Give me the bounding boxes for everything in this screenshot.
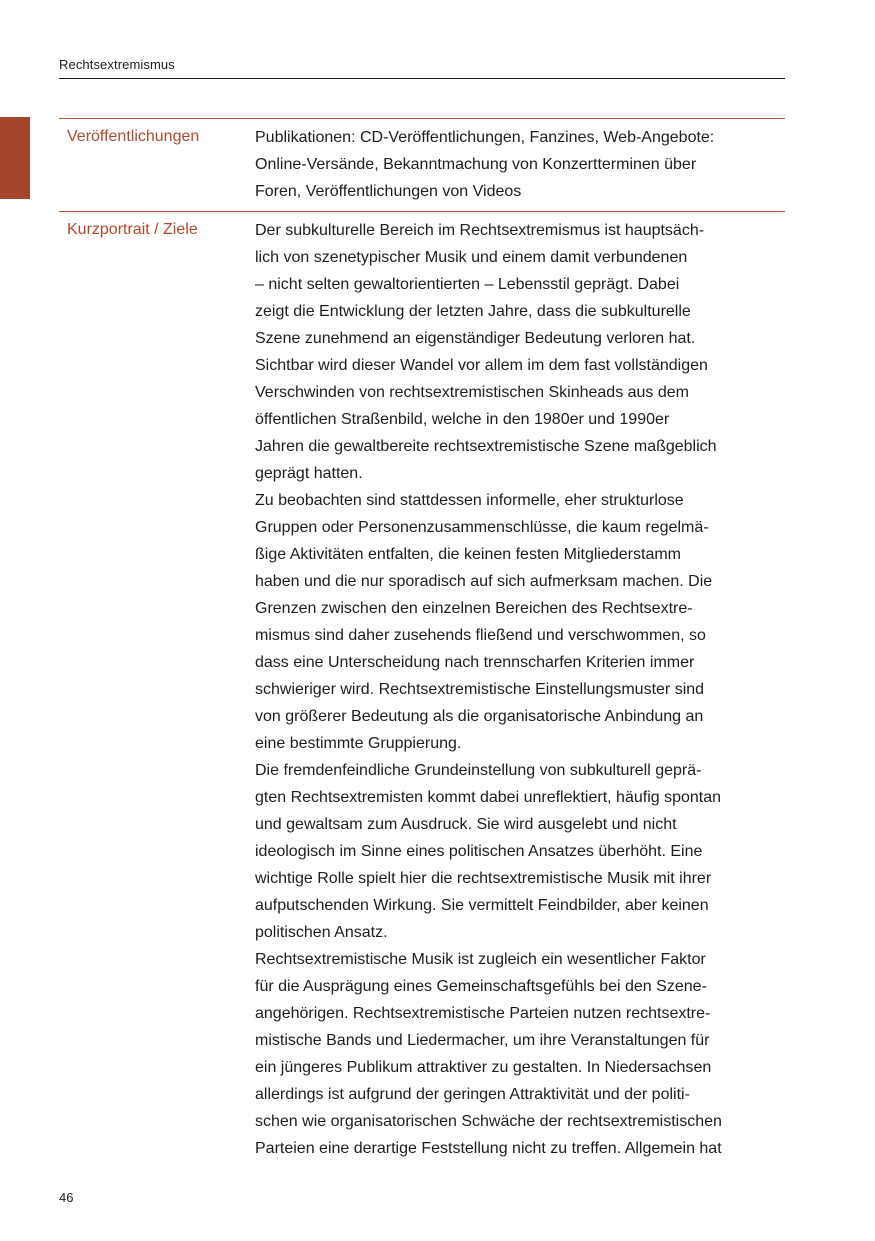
text-line: und gewaltsam zum Ausdruck. Sie wird ausgelebt und nicht [255, 816, 677, 833]
row-label-kurzportrait-ziele: Kurzportrait / Ziele [67, 221, 198, 238]
text-line: zeigt die Entwicklung der letzten Jahre, dass die subkulturelle [255, 303, 691, 320]
text-line: Szene zunehmend an eigenständiger Bedeutung verloren hat. [255, 330, 696, 347]
text-line: aufputschenden Wirkung. Sie vermittelt Feindbilder, aber keinen [255, 897, 709, 914]
text-line: Verschwinden von rechtsextremistischen Skinheads aus dem [255, 384, 689, 401]
row-label-veroeffentlichungen: Veröffentlichungen [67, 128, 200, 145]
row-body-kurzportrait-ziele [255, 217, 785, 1162]
text-line: wichtige Rolle spielt hier die rechtsextremistische Musik mit ihrer [255, 870, 712, 887]
chapter-side-tab [0, 117, 30, 199]
header-rule [59, 78, 785, 79]
text-line: dass eine Unterscheidung nach trennscharfen Kriterien immer [255, 654, 695, 671]
text-line: politischen Ansatz. [255, 924, 388, 941]
text-line: angehörigen. Rechtsextremistische Parteien nutzen rechtsextre- [255, 1005, 711, 1022]
text-line: – nicht selten gewaltorientierten – Lebensstil geprägt. Dabei [255, 276, 680, 293]
table-row-divider [59, 211, 785, 212]
text-line: eine bestimmte Gruppierung. [255, 735, 462, 752]
text-line: ideologisch im Sinne eines politischen Ansatzes überhöht. Eine [255, 843, 703, 860]
text-line: gten Rechtsextremisten kommt dabei unreflektiert, häufig spontan [255, 789, 722, 806]
text-line: Rechtsextremistische Musik ist zugleich ein wesentlicher Faktor [255, 951, 706, 968]
text-line: Foren, Veröffentlichungen von Videos [255, 183, 522, 200]
text-line: ßige Aktivitäten entfalten, die keinen festen Mitgliederstamm [255, 546, 681, 563]
page-number: 46 [59, 1190, 74, 1205]
text-line: Parteien eine derartige Feststellung nicht zu treffen. Allgemein hat [255, 1140, 722, 1157]
text-line: Publikationen: CD-Veröffentlichungen, Fanzines, Web-Angebote: [255, 129, 715, 146]
text-line: haben und die nur sporadisch auf sich aufmerksam machen. Die [255, 573, 713, 590]
text-line: schen wie organisatorischen Schwäche der rechtsextremistischen [255, 1113, 722, 1130]
running-header-title: Rechtsextremismus [59, 57, 175, 72]
text-line: ein jüngeres Publikum attraktiver zu gestalten. In Niedersachsen [255, 1059, 712, 1076]
row-body-veroeffentlichungen [255, 124, 785, 205]
text-line: für die Ausprägung eines Gemeinschaftsgefühls bei den Szene- [255, 978, 707, 995]
text-line: von größerer Bedeutung als die organisatorische Anbindung an [255, 708, 704, 725]
text-line: mismus sind daher zusehends fließend und verschwommen, so [255, 627, 706, 644]
text-line: Sichtbar wird dieser Wandel vor allem im dem fast vollständigen [255, 357, 708, 374]
text-line: Gruppen oder Personenzusammenschlüsse, die kaum regelmä- [255, 519, 709, 536]
text-line: mistische Bands und Liedermacher, um ihre Veranstaltungen für [255, 1032, 710, 1049]
text-line: Der subkulturelle Bereich im Rechtsextremismus ist hauptsäch- [255, 222, 705, 239]
text-line: Zu beobachten sind stattdessen informelle, eher strukturlose [255, 492, 684, 509]
text-line: öffentlichen Straßenbild, welche in den 1980er und 1990er [255, 411, 670, 428]
text-line: allerdings ist aufgrund der geringen Attraktivität und der politi- [255, 1086, 690, 1103]
text-line: lich von szenetypischer Musik und einem damit verbundenen [255, 249, 688, 266]
text-line: Online-Versände, Bekanntmachung von Konzertterminen über [255, 156, 697, 173]
text-line: geprägt hatten. [255, 465, 363, 482]
text-line: schwieriger wird. Rechtsextremistische Einstellungsmuster sind [255, 681, 705, 698]
text-line: Jahren die gewaltbereite rechtsextremistische Szene maßgeblich [255, 438, 717, 455]
text-line: Grenzen zwischen den einzelnen Bereichen des Rechtsextre- [255, 600, 693, 617]
text-line: Die fremdenfeindliche Grundeinstellung von subkulturell geprä- [255, 762, 702, 779]
table-top-rule [59, 118, 785, 119]
